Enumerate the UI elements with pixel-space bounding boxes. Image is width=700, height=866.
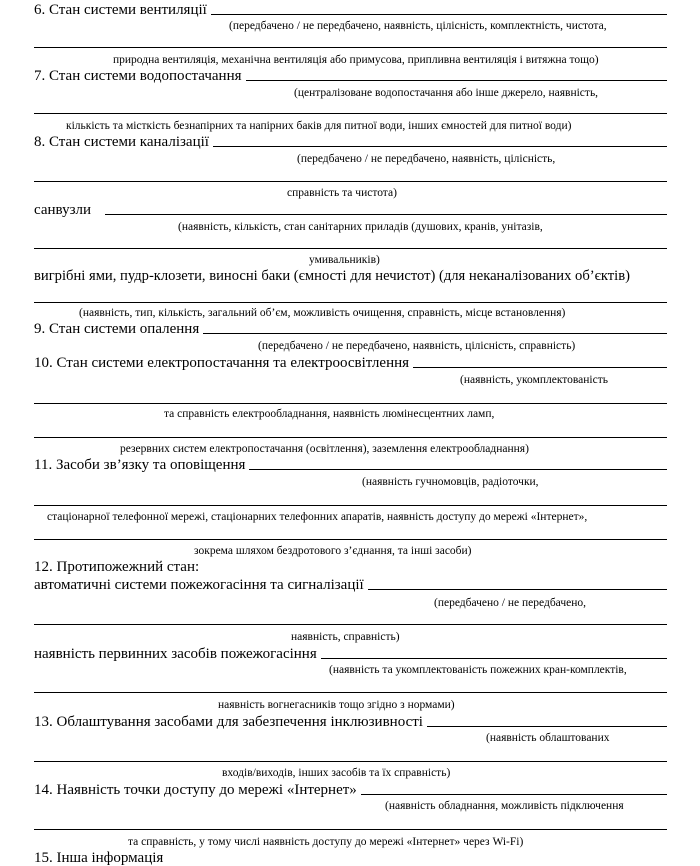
- fire-primary-label: наявність первинних засобів пожежогасіння: [34, 646, 317, 662]
- sanitary-hint-2: умивальників): [309, 254, 380, 266]
- electricity-row: [34, 355, 667, 371]
- fire-auto-hint-2: наявність, справність): [291, 631, 400, 643]
- electricity-field-3[interactable]: [34, 437, 667, 438]
- water-supply-label: 7. Стан системи водопостачання: [34, 68, 242, 84]
- communications-row: [34, 457, 667, 473]
- fire-auto-field[interactable]: [368, 589, 667, 590]
- sanitary-label: санвузли: [34, 202, 92, 218]
- sanitary-row: [34, 202, 667, 218]
- ventilation-row: [34, 2, 667, 18]
- heating-row: [34, 321, 667, 337]
- water-supply-row: [34, 68, 667, 84]
- cesspool-label: вигрібні ями, пудр-клозети, виносні баки (ємності для нечистот) (для неканалізованих об’єктів): [34, 268, 630, 284]
- fire-primary-field[interactable]: [321, 658, 667, 659]
- ventilation-hint-1: (передбачено / не передбачено, наявність, цілісність, комплектність, чистота,: [229, 20, 607, 32]
- fire-primary-field-2[interactable]: [34, 692, 667, 693]
- heating-hint: (передбачено / не передбачено, наявність, цілісність, справність): [258, 340, 576, 352]
- sanitary-hint-1: (наявність, кількість, стан санітарних приладів (душових, кранів, унітазів,: [178, 221, 543, 233]
- sewerage-label: 8. Стан системи каналізації: [34, 134, 209, 150]
- water-supply-field[interactable]: [246, 80, 668, 81]
- sanitary-field-2[interactable]: [34, 248, 667, 249]
- internet-hint-1: (наявність обладнання, можливість підключення: [385, 800, 624, 812]
- ventilation-field[interactable]: [211, 14, 667, 15]
- electricity-field[interactable]: [413, 367, 667, 368]
- inclusivity-label: 13. Облаштування засобами для забезпечення інклюзивності: [34, 714, 423, 730]
- internet-field-2[interactable]: [34, 829, 667, 830]
- fire-primary-row: [34, 646, 667, 662]
- electricity-field-2[interactable]: [34, 403, 667, 404]
- water-supply-hint-1: (централізоване водопостачання або інше джерело, наявність,: [294, 87, 599, 99]
- fire-auto-label: автоматичні системи пожежогасіння та сигналізації: [34, 577, 364, 593]
- communications-field-2[interactable]: [34, 505, 667, 506]
- fire-primary-hint-1: (наявність та укомплектованість пожежних кран-комплектів,: [329, 664, 627, 676]
- sewerage-hint-2: справність та чистота): [287, 187, 397, 199]
- inclusivity-field[interactable]: [427, 726, 667, 727]
- inclusivity-hint-1: (наявність облаштованих: [486, 732, 610, 744]
- electricity-label: 10. Стан системи електропостачання та електроосвітлення: [34, 355, 410, 371]
- heating-field[interactable]: [203, 333, 667, 334]
- internet-field[interactable]: [361, 794, 667, 795]
- electricity-hint-3: резервних систем електропостачання (освітлення), заземлення електрообладнання): [120, 443, 529, 455]
- communications-field[interactable]: [249, 469, 667, 470]
- other-info-label: 15. Інша інформація: [34, 850, 164, 866]
- ventilation-field-2[interactable]: [34, 47, 667, 48]
- electricity-hint-2: та справність електрообладнання, наявність люмінесцентних ламп,: [164, 408, 495, 420]
- communications-hint-3: зокрема шляхом бездротового з’єднання, та інші засоби): [194, 545, 472, 557]
- heating-label: 9. Стан системи опалення: [34, 321, 200, 337]
- water-supply-hint-2: кількість та місткість безнапірних та напірних баків для питної води, інших ємностей для питної води): [66, 120, 572, 132]
- fire-safety-label: 12. Протипожежний стан:: [34, 559, 200, 575]
- sewerage-row: [34, 134, 667, 150]
- inclusivity-hint-2: входів/виходів, інших засобів та їх справність): [222, 767, 451, 779]
- communications-label: 11. Засоби зв’язку та оповіщення: [34, 457, 246, 473]
- communications-hint-1: (наявність гучномовців, радіоточки,: [362, 476, 539, 488]
- inclusivity-field-2[interactable]: [34, 761, 667, 762]
- sanitary-field[interactable]: [105, 214, 667, 215]
- inclusivity-row: [34, 714, 667, 730]
- internet-hint-2: та справність, у тому числі наявність доступу до мережі «Інтернет» через Wi-Fi): [128, 836, 524, 848]
- fire-primary-hint-2: наявність вогнегасників тощо згідно з нормами): [218, 699, 455, 711]
- water-supply-field-2[interactable]: [34, 113, 667, 114]
- ventilation-hint-2: природна вентиляція, механічна вентиляція або примусова, припливна вентиляція і витяжна тощо): [113, 54, 599, 66]
- sewerage-hint-1: (передбачено / не передбачено, наявність, цілісність,: [297, 153, 556, 165]
- fire-auto-hint-1: (передбачено / не передбачено,: [434, 597, 586, 609]
- sewerage-field-2[interactable]: [34, 181, 667, 182]
- communications-field-3[interactable]: [34, 539, 667, 540]
- cesspool-field[interactable]: [34, 302, 667, 303]
- ventilation-label: 6. Стан системи вентиляції: [34, 2, 207, 18]
- cesspool-hint: (наявність, тип, кількість, загальний об’єм, можливість очищення, справність, місце встановлення): [79, 307, 566, 319]
- sewerage-field[interactable]: [213, 146, 667, 147]
- internet-row: [34, 782, 667, 798]
- electricity-hint-1: (наявність, укомплектованість: [460, 374, 609, 386]
- communications-hint-2: стаціонарної телефонної мережі, стаціонарних телефонних апаратів, наявність доступу до мережі «Інтернет»,: [47, 511, 588, 523]
- fire-auto-row: [34, 577, 667, 593]
- internet-label: 14. Наявність точки доступу до мережі «Інтернет»: [34, 782, 357, 798]
- fire-auto-field-2[interactable]: [34, 624, 667, 625]
